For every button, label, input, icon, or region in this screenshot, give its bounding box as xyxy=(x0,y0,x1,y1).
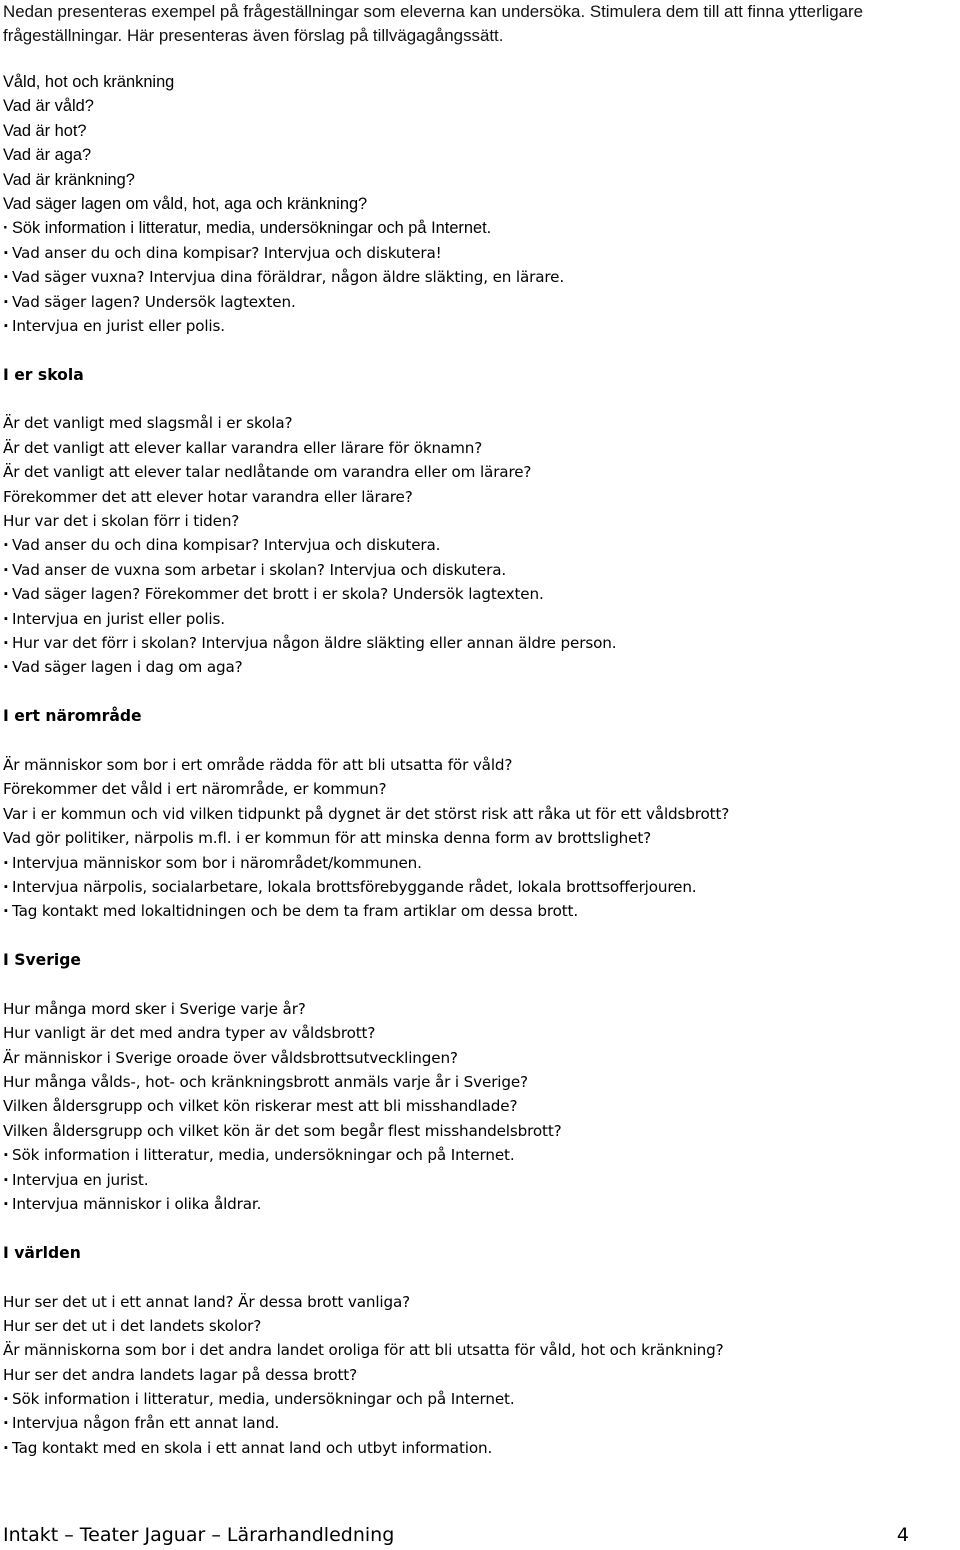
bullet-item: · Hur var det förr i skolan? Intervjua någon äldre släkting eller annan äldre person. xyxy=(3,631,957,655)
question-line: Vilken åldersgrupp och vilket kön riskerar mest att bli misshandlade? xyxy=(3,1097,518,1116)
bullet-item: · Intervjua någon från ett annat land. xyxy=(3,1411,957,1435)
spacer xyxy=(3,48,957,70)
question-line: Är det vanligt att elever kallar varandra eller lärare för öknamn? xyxy=(3,438,483,457)
bullet-item: · Intervjua människor som bor i närområdet/kommunen. xyxy=(3,851,957,875)
spacer xyxy=(3,924,957,948)
intro-paragraph xyxy=(3,0,957,48)
page-number: 4 xyxy=(896,1524,909,1546)
spacer xyxy=(3,972,957,996)
question-line: Förekommer det våld i ert närområde, er kommun? xyxy=(3,780,387,799)
spacer xyxy=(3,1265,957,1289)
bullet-item: · Tag kontakt med en skola i ett annat land och utbyt information. xyxy=(3,1436,957,1460)
bullet-item: · Vad säger lagen? Undersök lagtexten. xyxy=(3,290,957,314)
bullet-item: · Vad anser de vuxna som arbetar i skolan? Intervjua och diskutera. xyxy=(3,558,957,582)
section-heading: I ert närområde xyxy=(3,707,142,726)
spacer xyxy=(3,1216,957,1240)
question-line: Hur vanligt är det med andra typer av våldsbrott? xyxy=(3,1024,376,1043)
question-line: Är det vanligt att elever talar nedlåtande om varandra eller om lärare? xyxy=(3,463,532,482)
section-heading: I er skola xyxy=(3,365,84,384)
section-vald xyxy=(3,70,957,338)
bullet-item: · Vad säger lagen i dag om aga? xyxy=(3,655,957,679)
spacer xyxy=(3,338,957,362)
bullet-item: · Intervjua en jurist. xyxy=(3,1168,957,1192)
question-line: Hur ser det ut i det landets skolor? xyxy=(3,1316,262,1335)
bullet-item: · Intervjua en jurist eller polis. xyxy=(3,314,957,338)
bullet-item: · Intervjua närpolis, socialarbetare, lokala brottsförebyggande rådet, lokala brottsofferjouren. xyxy=(3,875,957,899)
bullet-item: · Vad anser du och dina kompisar? Intervjua och diskutera! xyxy=(3,241,957,265)
document-page xyxy=(3,0,957,1460)
intro-line: frågeställningar. Här presenteras även förslag på tillvägagångssätt. xyxy=(3,26,504,45)
question-line: Förekommer det att elever hotar varandra eller lärare? xyxy=(3,487,413,506)
question-line: Är människor i Sverige oroade över våldsbrottsutvecklingen? xyxy=(3,1048,458,1067)
question-line: Vilken åldersgrupp och vilket kön är det som begår flest misshandelsbrott? xyxy=(3,1121,562,1140)
section-skola xyxy=(3,363,957,680)
question-line: Hur många mord sker i Sverige varje år? xyxy=(3,999,306,1018)
question-line: Vad är hot? xyxy=(3,121,87,140)
bullet-item: · Sök information i litteratur, media, undersökningar och på Internet. xyxy=(3,216,957,240)
intro-line: Nedan presenteras exempel på frågeställningar som eleverna kan undersöka. Stimulera dem till att finna ytterligare xyxy=(3,2,864,21)
section-varlden xyxy=(3,1241,957,1461)
question-line: Hur ser det ut i ett annat land? Är dessa brott vanliga? xyxy=(3,1292,411,1311)
bullet-item: · Vad säger vuxna? Intervjua dina föräldrar, någon äldre släkting, en lärare. xyxy=(3,265,957,289)
spacer xyxy=(3,387,957,411)
section-heading: I världen xyxy=(3,1243,81,1262)
question-line: Är människorna som bor i det andra landet oroliga för att bli utsatta för våld, hot och kränkning? xyxy=(3,1341,724,1360)
question-line: Vad är kränkning? xyxy=(3,170,135,189)
question-line: Våld, hot och kränkning xyxy=(3,73,175,91)
section-sverige xyxy=(3,948,957,1216)
footer-title: Intakt – Teater Jaguar – Lärarhandledning xyxy=(3,1524,395,1546)
question-line: Hur många vålds-, hot- och kränkningsbrott anmäls varje år i Sverige? xyxy=(3,1073,528,1092)
spacer xyxy=(3,729,957,753)
bullet-item: · Sök information i litteratur, media, undersökningar och på Internet. xyxy=(3,1387,957,1411)
question-line: Hur var det i skolan förr i tiden? xyxy=(3,512,240,531)
spacer xyxy=(3,680,957,704)
question-line: Vad är våld? xyxy=(3,97,94,116)
bullet-item: · Vad anser du och dina kompisar? Intervjua och diskutera. xyxy=(3,533,957,557)
bullet-item: · Intervjua en jurist eller polis. xyxy=(3,607,957,631)
question-line: Vad säger lagen om våld, hot, aga och kränkning? xyxy=(3,194,368,213)
section-naromrade xyxy=(3,704,957,924)
question-line: Var i er kommun och vid vilken tidpunkt på dygnet är det störst risk att råka ut för ett våldsbrott? xyxy=(3,804,730,823)
question-line: Hur ser det andra landets lagar på dessa brott? xyxy=(3,1365,358,1384)
bullet-item: · Vad säger lagen? Förekommer det brott i er skola? Undersök lagtexten. xyxy=(3,582,957,606)
question-line: Vad är aga? xyxy=(3,146,92,165)
bullet-item: · Sök information i litteratur, media, undersökningar och på Internet. xyxy=(3,1143,957,1167)
page-footer xyxy=(3,1520,909,1550)
section-heading: I Sverige xyxy=(3,951,81,970)
bullet-item: · Intervjua människor i olika åldrar. xyxy=(3,1192,957,1216)
bullet-item: · Tag kontakt med lokaltidningen och be dem ta fram artiklar om dessa brott. xyxy=(3,899,957,923)
question-line: Är människor som bor i ert område rädda för att bli utsatta för våld? xyxy=(3,755,513,774)
question-line: Vad gör politiker, närpolis m.fl. i er kommun för att minska denna form av brottslighet? xyxy=(3,829,652,848)
question-line: Är det vanligt med slagsmål i er skola? xyxy=(3,414,293,433)
